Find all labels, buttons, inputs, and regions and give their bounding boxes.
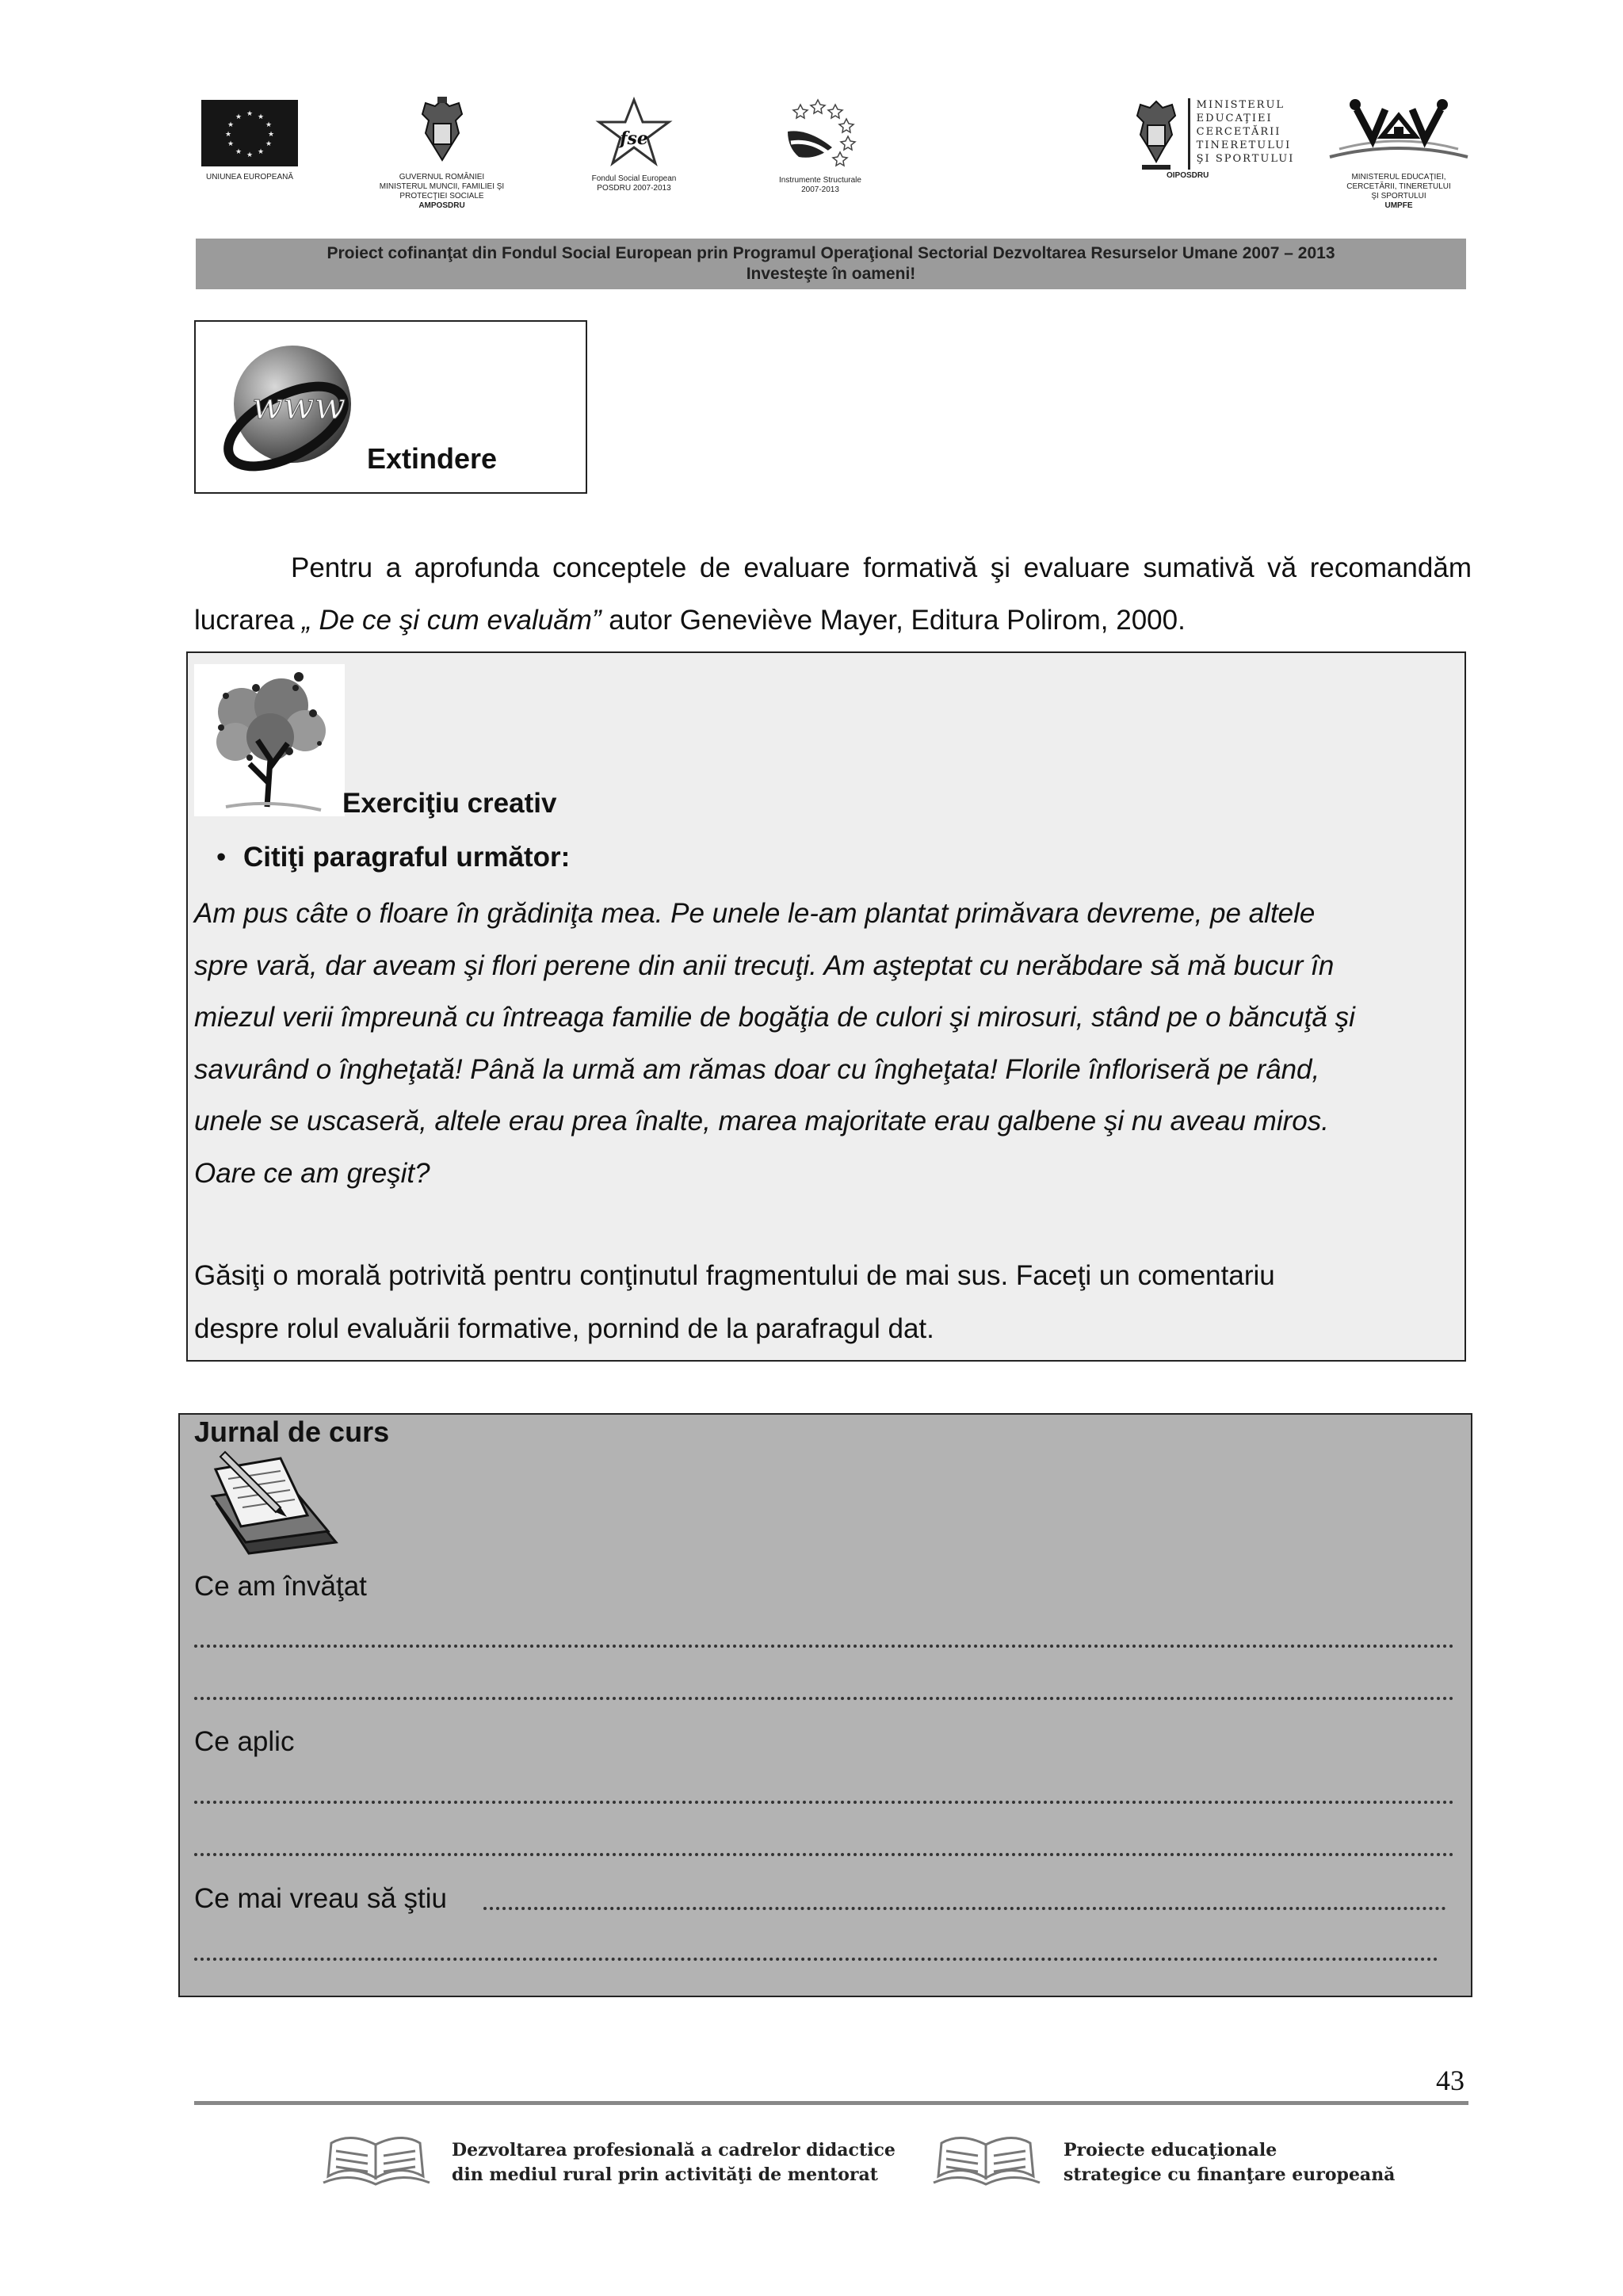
- svg-text:★: ★: [235, 148, 242, 156]
- recommendation-paragraph: [194, 542, 1472, 647]
- ministry-word-5: ŞI SPORTULUI: [1196, 153, 1295, 165]
- svg-text:★: ★: [257, 113, 265, 121]
- footer-left-line: Dezvoltarea profesională a cadrelor didactice: [452, 2140, 896, 2160]
- open-book-icon: [927, 2132, 1046, 2195]
- footer-right-line: Proiecte educaţionale: [1064, 2140, 1277, 2160]
- eu-flag-icon: [201, 100, 298, 166]
- eu-logo: [182, 100, 317, 182]
- journal-want-label: Ce mai vreau să ştiu: [194, 1883, 448, 1914]
- fse-caption-1: Fondul Social European: [591, 174, 677, 183]
- answer-line[interactable]: [194, 1641, 1454, 1648]
- oiposdru-caption: OIPOSDRU: [1167, 171, 1209, 180]
- svg-text:★: ★: [246, 110, 254, 118]
- banner-line-1: Proiect cofinanţat din Fondul Social European prin Programul Operaţional Sectorial Dezvoltarea Resurselor Umane 2007 – 2013: [327, 244, 1335, 262]
- journal-apply-label: Ce aplic: [194, 1726, 295, 1757]
- svg-text:★: ★: [267, 131, 275, 139]
- extindere-title: Extindere: [367, 442, 498, 475]
- gov-caption-bold: AMPOSDRU: [418, 201, 465, 210]
- svg-text:★: ★: [265, 121, 273, 129]
- umpfe-caption-2: CERCETĂRII, TINERETULUI: [1346, 182, 1451, 191]
- ministry-word-2: EDUCAŢIEI: [1196, 113, 1273, 124]
- footer-rule: [194, 2101, 1468, 2105]
- journal-title: Jurnal de curs: [194, 1415, 390, 1448]
- umpfe-caption-1: MINISTERUL EDUCAŢIEI,: [1351, 173, 1446, 181]
- fse-caption-2: POSDRU 2007-2013: [597, 184, 671, 193]
- www-globe-icon: [213, 339, 372, 482]
- umpfe-logo: [1319, 97, 1478, 211]
- para-after: autor Geneviève Mayer, Editura Polirom, 2000.: [601, 605, 1186, 636]
- gov-romania-logo: [361, 97, 523, 211]
- story-line: savurând o îngheţată! Până la urmă am rămas doar cu îngheţata! Florile înfloriseră pe rând,: [194, 1053, 1320, 1085]
- para-book-title: „ De ce şi cum evaluăm”: [302, 605, 601, 636]
- fse-mark: fse: [620, 128, 648, 149]
- people-house-icon: [1323, 97, 1474, 170]
- exercise-task: [194, 1249, 1462, 1355]
- svg-text:★: ★: [246, 151, 254, 159]
- notebook-pen-icon: [201, 1449, 352, 1560]
- footer-right-text: [1064, 2138, 1395, 2187]
- coat-of-arms-icon: [414, 97, 470, 166]
- story-line: Oare ce am greşit?: [194, 1157, 430, 1189]
- banner-line-2: Investeşte în oameni!: [746, 265, 916, 283]
- open-book-icon: [317, 2132, 436, 2195]
- gov-caption-3: PROTECŢIEI SOCIALE: [399, 192, 484, 201]
- journal-learned-label: Ce am învăţat: [194, 1571, 367, 1602]
- coat-of-arms-icon: [1131, 98, 1182, 171]
- ministry-word-3: CERCETĂRII: [1196, 126, 1281, 138]
- ministry-word-4: TINERETULUI: [1196, 139, 1292, 151]
- stars-circle-icon: [777, 97, 864, 170]
- extindere-box: [194, 320, 587, 494]
- footer-left-text: [452, 2138, 896, 2187]
- para-before: Pentru a aprofunda conceptele de evaluare formativă şi evaluare sumativă vă recomandăm lucrarea: [194, 552, 1472, 636]
- gov-caption-2: MINISTERUL MUNCII, FAMILIEI ŞI: [379, 182, 505, 191]
- story-line: spre vară, dar aveam şi flori perene din anii trecuţi. Am aşteptat cu nerăbdare să mă bucur în: [194, 949, 1335, 981]
- gov-caption-1: GUVERNUL ROMÂNIEI: [399, 173, 485, 181]
- exercise-title: Exerciţiu creativ: [342, 788, 557, 819]
- project-banner: [196, 239, 1466, 289]
- answer-line[interactable]: [483, 1904, 1446, 1910]
- svg-text:★: ★: [235, 113, 242, 121]
- bullet-dot: •: [216, 842, 227, 873]
- story-line: miezul verii împreună cu întreaga familie de bogăţia de culori şi mirosuri, stând pe o băncuţă şi: [194, 1002, 1355, 1033]
- is-caption-2: 2007-2013: [801, 185, 839, 194]
- answer-line[interactable]: [194, 1694, 1454, 1700]
- footer-right-line: strategice cu finanţare europeană: [1064, 2164, 1396, 2185]
- story-line: unele se uscaseră, altele erau prea înalte, marea majoritate erau galbene şi nu aveau miros.: [194, 1106, 1329, 1137]
- umpfe-caption-bold: UMPFE: [1384, 201, 1413, 210]
- answer-line[interactable]: [194, 1850, 1454, 1856]
- star-fse-icon: [594, 97, 674, 168]
- svg-text:★: ★: [224, 131, 232, 139]
- task-line: Găsiţi o morală potrivită pentru conţinutul fragmentului de mai sus. Faceţi un comentariu: [194, 1260, 1275, 1291]
- is-caption-1: Instrumente Structurale: [779, 176, 861, 185]
- exercise-story: [194, 888, 1462, 1199]
- eu-caption: UNIUNEA EUROPEANĂ: [205, 173, 294, 181]
- umpfe-caption-3: ŞI SPORTULUI: [1371, 192, 1426, 201]
- ministry-word-1: MINISTERUL: [1196, 99, 1285, 111]
- page-number: 43: [1436, 2065, 1465, 2096]
- svg-text:★: ★: [265, 140, 273, 148]
- answer-line[interactable]: [194, 1797, 1454, 1804]
- ministry-education-logo: [1125, 98, 1300, 181]
- task-line: despre rolul evaluării formative, pornind de la parafragul dat.: [194, 1313, 934, 1344]
- www-icon-text: www: [251, 384, 346, 427]
- flower-tree-icon: [194, 664, 345, 816]
- svg-text:★: ★: [227, 140, 235, 148]
- exercise-instruction: Citiţi paragraful următor:: [243, 842, 571, 873]
- footer-left-line: din mediul rural prin activităţi de mentorat: [452, 2164, 878, 2185]
- structural-instruments-logo: [753, 97, 888, 195]
- fse-logo: [567, 97, 701, 193]
- svg-text:★: ★: [227, 121, 235, 129]
- answer-line[interactable]: [194, 1954, 1438, 1961]
- story-line: Am pus câte o floare în grădiniţa mea. Pe unele le-am plantat primăvara devreme, pe altele: [194, 898, 1316, 929]
- svg-text:★: ★: [257, 148, 265, 156]
